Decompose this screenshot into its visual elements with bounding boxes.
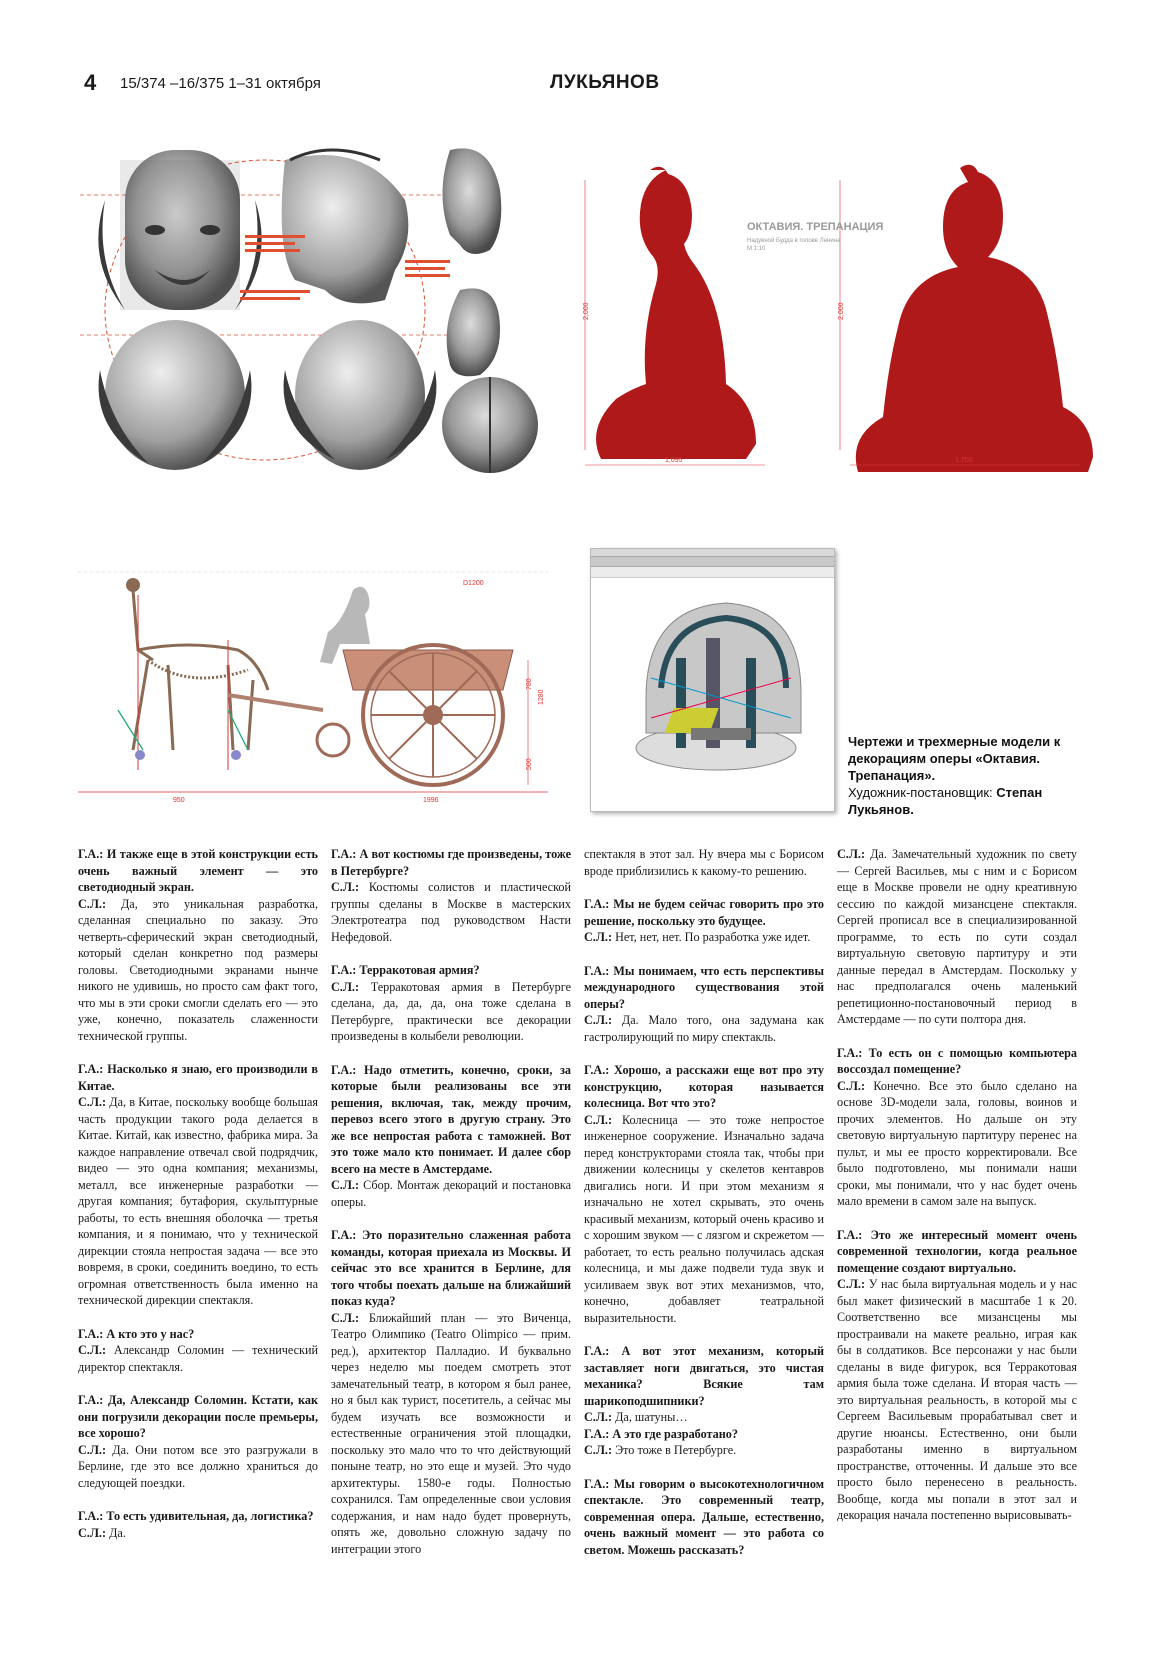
- interview-answer: [78, 1342, 318, 1375]
- speaker-label: Г.А.:: [584, 1426, 610, 1441]
- speaker-label: С.Л.:: [331, 1178, 360, 1192]
- interview-question: [584, 1476, 824, 1559]
- software-window-screenshot: [590, 548, 835, 812]
- paragraph-gap: [78, 1309, 318, 1326]
- dim-cart-780: 780: [526, 678, 533, 690]
- speaker-label: С.Л.:: [78, 896, 107, 911]
- paragraph-text: Колесница — это тоже непростое инженерное сооружение. Изначально задача перед конструкторами стояла так, чтобы при движении колесницы у скелетов кентавров двигались ноги. И при этом механизм я изначально не хотел скрывать, это очень красивый механизм, который очень красиво и с хорошим звуком — с лязгом и скрежетом — работает, то есть реально получилась адская колесница, и мы даже подвели туда звук и усиливаем звук вот этих механизмов, что, конечно, добавляет театральной выразительности.: [584, 1112, 824, 1325]
- paragraph-text: Насколько я знаю, его производили в Китае.: [78, 1062, 318, 1093]
- window-title-bar: [591, 549, 834, 557]
- speaker-label: С.Л.:: [584, 1443, 613, 1457]
- interview-answer: [837, 1276, 1077, 1524]
- dim-cart-1280: 1280: [538, 689, 545, 705]
- paragraph-text: Да. Замечательный художник по свету — Сергей Васильев, мы с ним и с Борисом еще в Москве провели не одну креативную сессию по каждой мизансцене спектакля. Сергей прописал все в специализированной программе, то есть по сути создал виртуальную световую партитуру и эти данные передал в Амстердам. Поскольку у нас предполагался очень маленький репетиционно-постановочный период в Амстердаме — по сути полтора дня.: [837, 847, 1077, 1026]
- interview-question: [584, 1426, 824, 1443]
- buddha-silhouette-drawings: [585, 160, 1095, 500]
- speaker-label: Г.А.:: [584, 897, 610, 911]
- paragraph-text: А вот этот механизм, который заставляет ноги двигаться, это чистая механика? Всякие там шарикоподшипники?: [584, 1344, 824, 1408]
- paragraph-text: То есть он с помощью компьютера воссоздал помещение?: [837, 1045, 1077, 1076]
- speaker-label: Г.А.:: [331, 1062, 357, 1077]
- speaker-label: Г.А.:: [837, 1227, 863, 1242]
- caption-author: Степан Лукьянов.: [848, 785, 1043, 817]
- paragraph-text: А кто это у нас?: [106, 1326, 195, 1341]
- interview-answer: [584, 1112, 824, 1327]
- octavia-scale: М 1:10: [747, 246, 766, 252]
- paragraph-text: Это тоже в Петербурге.: [615, 1443, 737, 1457]
- interview-answer: [331, 1177, 571, 1210]
- paragraph-text: У нас была виртуальная модель и у нас был макет физический в масштабе 1 к 20. Соответственно все мизансцены мы прострaивали на макете реально, играя как бы в солдатиков. Все персонажи у нас были сделаны в виде фигурок, вся Терракотовая армия была тоже сделана. И вторая часть — это виртуальная реальность, в которой мы с Сергеем Васильевым прорабатывал свет и другие нюансы. Естественно, они были разработаны именно в виртуальном пространстве, отточенны. И дальше это все просто было перенесено в реальность. Вообще, когда мы попали в этот зал и декорация начала постепенно вырисовывать-: [837, 1277, 1078, 1522]
- chariot-drawing: [78, 570, 558, 810]
- interview-question: [584, 1062, 824, 1112]
- interview-question: [78, 1326, 318, 1343]
- paragraph-text: Да. Они потом все это разгружали в Берлине, где это все должно храниться до следующей поездки.: [78, 1442, 318, 1490]
- interview-question: [78, 1508, 318, 1525]
- interview-question: [78, 846, 318, 896]
- speaker-label: С.Л.:: [331, 1310, 360, 1325]
- interview-answer: [837, 1078, 1077, 1210]
- speaker-label: С.Л.:: [331, 880, 360, 894]
- interview-question: [331, 846, 571, 879]
- paragraph-gap: [837, 1028, 1077, 1045]
- window-toolbar: [591, 567, 834, 578]
- text-column-4: [837, 846, 1077, 1524]
- interview-answer: [331, 879, 571, 945]
- speaker-label: Г.А.:: [78, 1326, 104, 1341]
- paragraph-text: Александр Соломин — технический директор спектакля.: [78, 1343, 318, 1374]
- paragraph-text: Это поразительно слаженная работа команды, которая приехала из Москвы. И сейчас это все хранится в Берлине, для того чтобы поехать дальше на ближайший показ куда?: [331, 1228, 572, 1308]
- paragraph-text: Да, в Китае, поскольку вообще большая часть продукции такого рода делается в Китае. Китай, как известно, фабрика мира. За каждое направление отвечал свой подрядчик, видео — это одна компания; механизмы, металл, все инженерные разработки — другая компания; бутафория, скульптурные работы, то есть внешняя оболочка — третья компания, и я понимаю, что у технической дирекции стояла непростая задача — все это вовремя, в сроки, соединить воедино, то есть огромная ответственность была именно на технической дирекции спектакля.: [78, 1095, 319, 1307]
- paragraph-text: Да. Мало того, она задумана как гастролирующий по миру спектакль.: [584, 1013, 824, 1044]
- speaker-label: Г.А.:: [78, 1509, 104, 1523]
- paragraph-text: Мы говорим о высокотехнологичном спектакле. Это современный театр, современная опера. Дальше, естественно, очень важный момент — это работа со светом. Можешь рассказать?: [584, 1476, 824, 1557]
- dim-height-right: 2,000: [838, 302, 845, 320]
- interview-answer: [584, 929, 824, 946]
- paragraph-text: А это где разработано?: [612, 1426, 738, 1441]
- text-column-1: [78, 846, 318, 1541]
- dim-horse-width: 950: [173, 797, 185, 804]
- interview-answer: [584, 1409, 824, 1426]
- speaker-label: Г.А.:: [584, 1063, 610, 1077]
- dim-cart-500: 500: [526, 758, 533, 770]
- speaker-label: Г.А.:: [584, 1344, 610, 1358]
- paragraph-text: Мы не будем сейчас говорить про это решение, поскольку это будущее.: [584, 897, 824, 928]
- paragraph-text: Сбор. Монтаж декораций и постановка оперы.: [331, 1178, 571, 1209]
- paragraph-gap: [78, 1375, 318, 1392]
- interview-question: [584, 896, 824, 929]
- paragraph-gap: [331, 945, 571, 962]
- interview-question: [584, 963, 824, 1013]
- octavia-title: ОКТАВИЯ. ТРЕПАНАЦИЯ: [747, 221, 884, 233]
- paragraph-gap: [331, 1210, 571, 1227]
- interview-question: [837, 1227, 1077, 1277]
- paragraph-gap: [331, 1045, 571, 1062]
- paragraph-text: спектакля в этот зал. Ну вчера мы с Борисом вроде приблизились к какому-то решению.: [584, 847, 824, 878]
- dim-front-width: 1,700: [955, 457, 973, 464]
- paragraph-text: И также еще в этой конструкции есть очень важный элемент — это светодиодный экран.: [78, 847, 319, 894]
- paragraph-gap: [584, 1326, 824, 1343]
- paragraph-gap: [837, 1210, 1077, 1227]
- interview-answer: [78, 896, 318, 1045]
- speaker-label: С.Л.:: [837, 847, 866, 861]
- speaker-label: С.Л.:: [78, 1525, 107, 1540]
- interview-question: [331, 962, 571, 979]
- paragraph-text: Терракотовая армия в Петербурге сделана, да, да, да, она тоже сделана в Петербурге, практически все декорации произведены в колыбели революции.: [331, 979, 571, 1043]
- paragraph-text: Терракотовая армия?: [359, 963, 480, 977]
- paragraph-text: Ближайший план — это Виченца, Театро Олимпико (Teatro Olimpico — прим. ред.), архитектор Палладио. И буквально через неделю мы поедем смотреть этот замечательный театр, в котором я был ранее, но я был как турист, посетитель, а сейчас мы будем изучать все возможности и естественные ограничения этой площадки, поскольку это мало что то что действующий поныне театр, но это еще и музей. Это чудо архитектуры. 1580-е годы. Полностью сохранился. Там определенные свои условия содержания, и нам надо будет провернуть, опять же, довольно сложную задачу по интеграции этого: [331, 1310, 571, 1556]
- speaker-label: С.Л.:: [584, 1410, 613, 1424]
- interview-question: [584, 1343, 824, 1409]
- issue-info: 15/374 –16/375 1–31 октября: [120, 75, 321, 92]
- dim-wheel-diameter: D1200: [463, 580, 484, 587]
- paragraph-text: Да, шатуны…: [615, 1410, 688, 1424]
- speaker-label: Г.А.:: [78, 1393, 104, 1407]
- speaker-label: С.Л.:: [584, 1013, 613, 1027]
- lenin-head-drawings: [80, 140, 570, 480]
- interview-answer: [584, 846, 824, 879]
- speaker-label: С.Л.:: [78, 1095, 107, 1109]
- interview-answer: [78, 1525, 318, 1542]
- paragraph-text: Костюмы солистов и пластической группы сделаны в Москве в мастерских Электротеатра под руководством Насти Нефедовой.: [331, 880, 571, 944]
- dim-cart-width: 1996: [423, 797, 439, 804]
- speaker-label: С.Л.:: [78, 1442, 107, 1457]
- speaker-label: Г.А.:: [331, 963, 357, 977]
- paragraph-text: Да.: [109, 1525, 126, 1540]
- interview-question: [331, 1227, 571, 1310]
- paragraph-gap: [78, 1491, 318, 1508]
- interview-question: [78, 1061, 318, 1094]
- paragraph-text: Это же интересный момент очень современной технологии, когда реальное помещение создают виртуально.: [837, 1227, 1077, 1275]
- paragraph-text: Конечно. Все это было сделано на основе 3D-модели зала, головы, воинов и прочих элементов. Но дальше он эту световую виртуальную партитуру перенес на пульт, и мы ее просто корректировали. Все было подготовлено, мы понимали наши сроки, мы понимали, что у нас будет очень мало времени в самом зале на выпуск.: [837, 1078, 1078, 1208]
- interview-answer: [78, 1442, 318, 1492]
- paragraph-gap: [584, 946, 824, 963]
- octavia-subtitle: Надувной Будда в голове Ленина: [747, 238, 841, 244]
- speaker-label: Г.А.:: [78, 1062, 104, 1076]
- speaker-label: С.Л.:: [78, 1343, 107, 1357]
- speaker-label: Г.А.:: [331, 1228, 357, 1242]
- paragraph-gap: [584, 1045, 824, 1062]
- section-title: ЛУКЬЯНОВ: [550, 72, 660, 93]
- paragraph-text: А вот костюмы где произведены, тоже в Петербурге?: [331, 847, 572, 878]
- window-tabs: [591, 557, 834, 567]
- 3d-model-view: [591, 578, 832, 813]
- interview-answer: [331, 1310, 571, 1558]
- dim-side-width: 1,095: [665, 457, 683, 464]
- speaker-label: Г.А.:: [837, 1045, 863, 1060]
- text-column-2: [331, 846, 571, 1557]
- paragraph-text: Хорошо, а расскажи еще вот про эту конструкцию, которая называется колесница. Вот что это?: [584, 1063, 824, 1110]
- caption-normal: Художник-постановщик:: [848, 785, 997, 800]
- interview-answer: [78, 1094, 318, 1309]
- paragraph-text: Нет, нет, нет. По разработка уже идет.: [615, 930, 811, 944]
- interview-question: [837, 1045, 1077, 1078]
- speaker-label: С.Л.:: [837, 1277, 866, 1291]
- speaker-label: Г.А.:: [584, 1476, 610, 1491]
- speaker-label: С.Л.:: [584, 930, 613, 944]
- speaker-label: С.Л.:: [331, 979, 360, 994]
- speaker-label: Г.А.:: [584, 963, 610, 978]
- speaker-label: Г.А.:: [78, 847, 104, 861]
- paragraph-text: Да, Александр Соломин. Кстати, как они погрузили декорации после премьеры, все хорошо?: [78, 1393, 318, 1440]
- speaker-label: С.Л.:: [837, 1078, 866, 1093]
- page-header: [84, 70, 1094, 100]
- figure-caption: [848, 733, 1088, 818]
- page-number: 4: [84, 70, 97, 95]
- paragraph-gap: [584, 1459, 824, 1476]
- interview-answer: [584, 1442, 824, 1459]
- interview-answer: [584, 1012, 824, 1045]
- paragraph-text: Мы понимаем, что есть перспективы международного существования этой оперы?: [584, 963, 825, 1011]
- paragraph-text: То есть удивительная, да, логистика?: [106, 1509, 314, 1523]
- interview-answer: [837, 846, 1077, 1028]
- dim-height-left: 2,000: [583, 302, 590, 320]
- paragraph-gap: [78, 1044, 318, 1061]
- speaker-label: С.Л.:: [584, 1112, 613, 1127]
- caption-bold: Чертежи и трехмерные модели к декорациям оперы «Октавия. Трепанация».: [848, 734, 1061, 783]
- text-column-3: [584, 846, 824, 1558]
- interview-question: [78, 1392, 318, 1442]
- paragraph-text: Надо отметить, конечно, сроки, за которые были реализованы все эти решения, включая, так, между прочим, перевоз всего этого в другую страну. Это же все непростая работа с таможней. Вот это тоже мало кто понимает. И далее сбор всего на месте в Амстердаме.: [331, 1062, 572, 1176]
- interview-answer: [331, 979, 571, 1045]
- paragraph-text: Да, это уникальная разработка, сделанная специально по заказу. Это четверть-сферический экран светодиодный, который сделан конкретно под размеры головы. Светодиодными экранами нынче никого не удивишь, но просто сам факт того, что мы в эти сроки смогли сделать его — это уже, конечно, показатель слаженности технической группы.: [78, 896, 319, 1043]
- interview-question: [331, 1062, 571, 1178]
- speaker-label: Г.А.:: [331, 847, 357, 861]
- paragraph-gap: [584, 879, 824, 896]
